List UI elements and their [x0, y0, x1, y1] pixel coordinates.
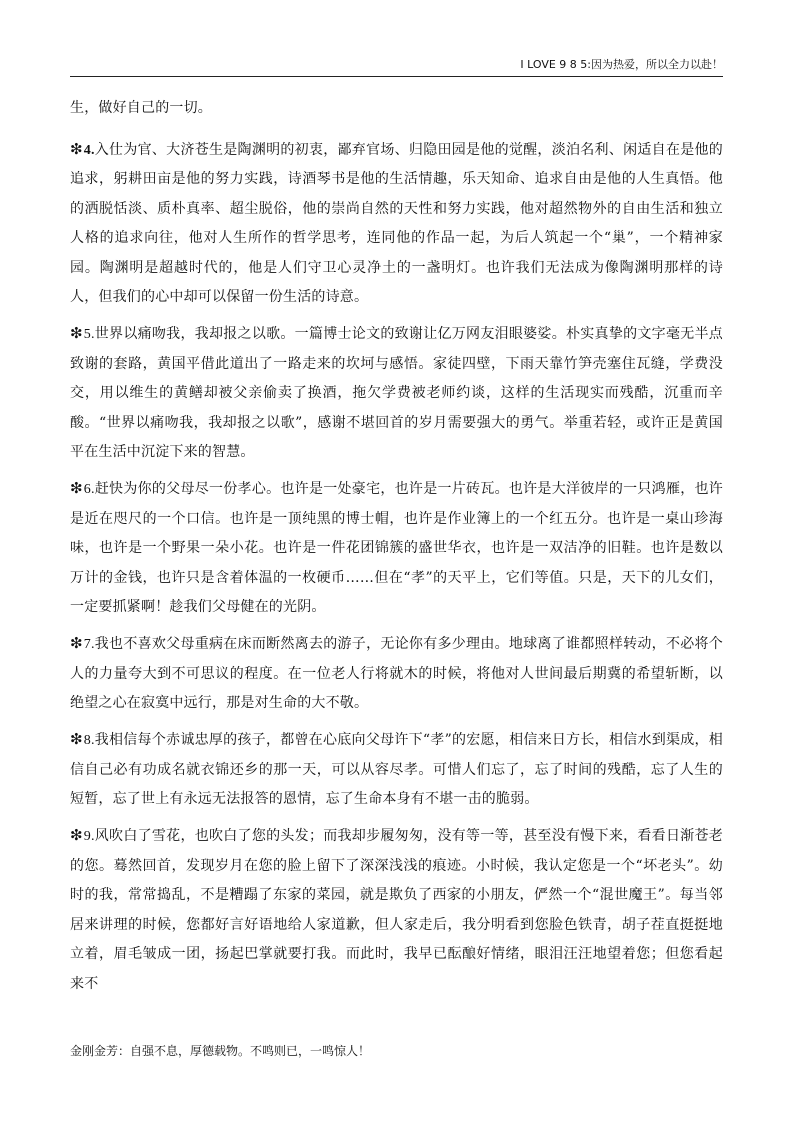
paragraph-text: 入仕为官、大济苍生是陶渊明的初衷，鄙弃官场、归隐田园是他的觉醒，淡泊名利、闲适自在是他的追求，躬耕田亩是他的努力实践，诗酒琴书是他的生活情趣，乐天知命、追求自由是他的人生真悟。他的洒脱恬淡、质朴真率、超尘脱俗，他的崇尚自然的天性和努力实践，他对超然物外的自由生活和独立人格的追求向往，他对人生所作的哲学思考，连同他的作品一起，为后人筑起一个“巢”，一个精神家园。陶渊明是超越时代的，他是人们守卫心灵净土的一盏明灯。也许我们无法成为像陶渊明那样的诗人，但我们的心中却可以保留一份生活的诗意。 — [70, 141, 723, 305]
page-footer — [70, 1042, 370, 1059]
paragraph-item — [70, 629, 723, 719]
document-body — [70, 94, 723, 1006]
paragraph-number: 9. — [83, 829, 95, 844]
snowflake-bullet-icon: ❇ — [70, 324, 83, 342]
paragraph-item — [70, 725, 723, 815]
paragraph-number: 6. — [83, 482, 95, 497]
paragraph-text: 世界以痛吻我，我却报之以歌。一篇博士论文的致谢让亿万网友泪眼婆娑。朴实真挚的文字毫无半点致谢的套路，黄国平借此道出了一路走来的坎坷与感悟。家徒四壁，下雨天靠竹笋壳塞住瓦缝，学费没交，用以维生的黄鳝却被父亲偷卖了换酒，拖欠学费被老师约谈，这样的生活现实而残酷，沉重而辛酸。“世界以痛吻我，我却报之以歌”，感谢不堪回首的岁月需要强大的勇气。举重若轻，或许正是黄国平在生活中沉淀下来的智慧。 — [70, 326, 723, 460]
paragraph-item — [70, 821, 723, 999]
paragraph-item — [70, 319, 723, 468]
paragraph-text: 我也不喜欢父母重病在床而断然离去的游子，无论你有多少理由。地球离了谁都照样转动，不必将个人的力量夸大到不可思议的程度。在一位老人行将就木的时候，将他对人世间最后期冀的希望斩断，以绝望之心在寂寞中远行，那是对生命的大不敬。 — [70, 636, 723, 711]
paragraph-text: 我相信每个赤诚忠厚的孩子，都曾在心底向父母许下“孝”的宏愿，相信来日方长，相信水到渠成，相信自己必有功成名就衣锦还乡的那一天，可以从容尽孝。可惜人们忘了，忘了时间的残酷，忘了人生的短暂，忘了世上有永远无法报答的恩情，忘了生命本身有不堪一击的脆弱。 — [70, 732, 723, 807]
paragraph-number: 5. — [83, 327, 95, 342]
paragraph-text: 生，做好自己的一切。 — [70, 100, 212, 116]
header-slogan: I LOVE 9 8 5:因为热爱，所以全力以赴！ — [520, 58, 723, 71]
paragraph-text: 赶快为你的父母尽一份孝心。也许是一处豪宅，也许是一片砖瓦。也许是大洋彼岸的一只鸿雁，也许是近在咫尺的一个口信。也许是一顶纯黑的博士帽，也许是作业簿上的一个红五分。也许是一桌山珍海味，也许是一个野果一朵小花。也许是一件花团锦簇的盛世华衣，也许是一双洁净的旧鞋。也许是数以万计的金钱，也许只是含着体温的一枚硬币……但在“孝”的天平上，它们等值。只是，天下的儿女们，一定要抓紧啊！趁我们父母健在的光阴。 — [70, 481, 723, 615]
paragraph-item — [70, 474, 723, 623]
snowflake-bullet-icon: ❇ — [70, 634, 83, 652]
snowflake-bullet-icon: ❇ — [70, 826, 83, 844]
snowflake-bullet-icon: ❇ — [70, 139, 83, 158]
paragraph-number: 4. — [83, 142, 95, 158]
paragraph-item — [70, 135, 723, 313]
paragraph-text: 风吹白了雪花，也吹白了您的头发；而我却步履匆匆，没有等一等，甚至没有慢下来，看看日渐苍老的您。蓦然回首，发现岁月在您的脸上留下了深深浅浅的痕迹。小时候，我认定您是一个“坏老头”。幼时的我，常常捣乱，不是糟蹋了东家的菜园，就是欺负了西家的小朋友，俨然一个“混世魔王”。每当邻居来讲理的时候，您都好言好语地给人家道歉，但人家走后，我分明看到您脸色铁青，胡子茬直挺挺地立着，眉毛皱成一团，扬起巴掌就要打我。而此时，我早已酝酿好情绪，眼泪汪汪地望着您；但您看起来不 — [70, 828, 723, 992]
paragraph-continuation — [70, 94, 723, 124]
page-header — [70, 52, 723, 77]
footer-motto: 金刚金芳：自强不息，厚德载物。不鸣则已，一鸣惊人！ — [70, 1044, 371, 1058]
paragraph-number: 7. — [83, 637, 95, 652]
snowflake-bullet-icon: ❇ — [70, 730, 83, 748]
paragraph-number: 8. — [83, 733, 95, 748]
snowflake-bullet-icon: ❇ — [70, 479, 83, 497]
